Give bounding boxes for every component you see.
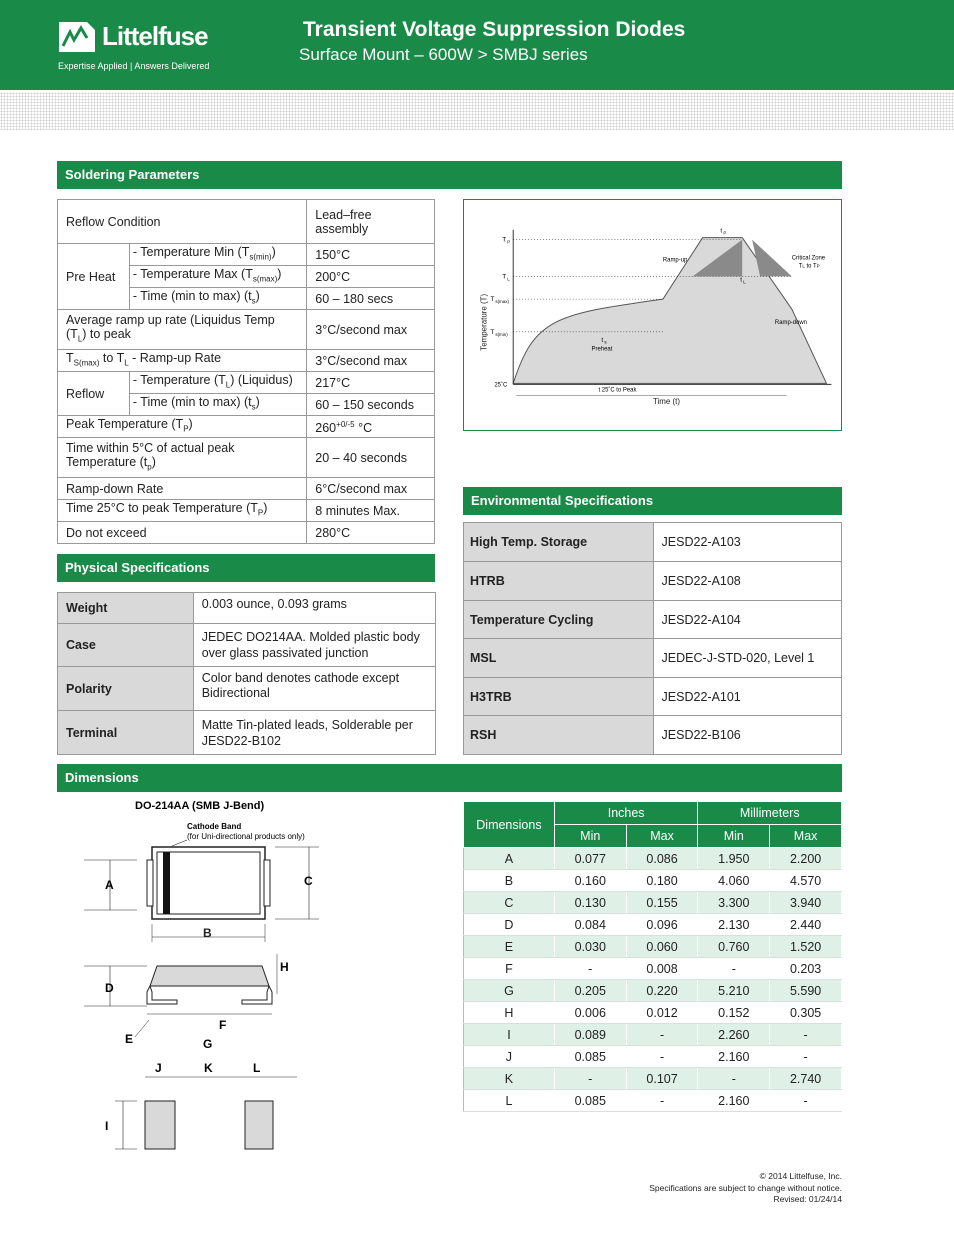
cell: MSL — [464, 639, 654, 678]
table-cell: 0.305 — [770, 1002, 842, 1024]
cell: $T_{S(max)}$ to $T_L$ - Ramp-up Rate — [58, 350, 307, 372]
dim-h-label: H — [280, 960, 289, 974]
pad-left — [145, 1101, 175, 1149]
table-cell: 5.210 — [698, 980, 770, 1002]
cell: 8 minutes Max. — [307, 500, 435, 522]
cell: High Temp. Storage — [464, 523, 654, 562]
cell: 3°C/second max — [307, 350, 435, 372]
copyright: © 2014 Littelfuse, Inc. — [759, 1171, 842, 1181]
dim-l-label: L — [253, 1061, 261, 1075]
cell: - Time (min to max) $(t_s)$ — [129, 394, 306, 416]
table-row — [464, 892, 842, 914]
cell: 6°C/second max — [307, 478, 435, 500]
table-cell: J — [464, 1046, 555, 1068]
cell: Lead–free assembly — [307, 200, 435, 244]
table-cell: 1.950 — [698, 848, 770, 870]
package-body-side — [150, 966, 269, 986]
table-row — [464, 1024, 842, 1046]
col-mm-max: Max — [770, 825, 842, 848]
footer — [649, 1171, 842, 1206]
cell: 280°C — [307, 522, 435, 544]
svg-text:s(min): s(min) — [495, 331, 508, 337]
table-cell: - — [698, 958, 770, 980]
cell: JESD22-A108 — [653, 562, 841, 601]
table-row — [464, 870, 842, 892]
cell: HTRB — [464, 562, 654, 601]
cell: JESD22-B106 — [653, 716, 841, 755]
table-cell: C — [464, 892, 555, 914]
cell: Do not exceed — [58, 522, 307, 544]
table-cell: - — [626, 1090, 698, 1112]
cell: JESD22-A101 — [653, 678, 841, 716]
dim-a-label: A — [105, 878, 114, 892]
table-row — [464, 848, 842, 870]
table-cell: K — [464, 1068, 555, 1090]
table-cell: 0.160 — [554, 870, 626, 892]
col-dimensions: Dimensions — [464, 802, 555, 848]
table-cell: E — [464, 936, 555, 958]
table-cell: 0.006 — [554, 1002, 626, 1024]
table-cell: - — [698, 1068, 770, 1090]
cell: Time 25°C to peak Temperature $(T_P)$ — [58, 500, 307, 522]
table-cell: 0.180 — [626, 870, 698, 892]
cell: Pre Heat — [58, 244, 130, 310]
table-row — [464, 1090, 842, 1112]
cell: Time within 5°C of actual peak Temperature $(t_p)$ — [58, 438, 307, 478]
table-row — [464, 1046, 842, 1068]
cell: Polarity — [58, 667, 194, 711]
ramp-up-label: Ramp-up — [662, 257, 688, 264]
table-row — [464, 1068, 842, 1090]
reflow-profile-diagram — [463, 199, 842, 431]
package-dimension-drawing — [57, 794, 437, 1164]
table-cell: 0.155 — [626, 892, 698, 914]
table-cell: 4.570 — [770, 870, 842, 892]
table-cell: - — [626, 1024, 698, 1046]
dim-i-label: I — [105, 1119, 109, 1133]
physical-table — [57, 592, 436, 755]
table-cell: - — [770, 1046, 842, 1068]
tp-time-label: t — [720, 227, 723, 235]
cell: Reflow Condition — [58, 200, 307, 244]
svg-text:s: s — [604, 339, 607, 345]
critical-zone-range: TL to TP — [798, 263, 820, 270]
tsmin-label: T — [490, 328, 495, 336]
table-cell: 2.440 — [770, 914, 842, 936]
svg-text:P: P — [507, 239, 511, 245]
table-cell: A — [464, 848, 555, 870]
cell: 60 – 150 seconds — [307, 394, 435, 416]
table-cell: H — [464, 1002, 555, 1024]
cell: - Temperature Max $(T_{s(max)})$ — [129, 266, 306, 288]
table-cell: 0.030 — [554, 936, 626, 958]
tl-label: T — [502, 273, 507, 281]
table-cell: 0.086 — [626, 848, 698, 870]
y-axis-label: Temperature (T) — [479, 293, 489, 351]
table-row — [464, 914, 842, 936]
cell: Average ramp up rate (Liquidus Temp $(T_L)$ to peak — [58, 310, 307, 350]
dim-f-label: F — [219, 1018, 227, 1032]
table-cell: - — [626, 1046, 698, 1068]
cell: 60 – 180 secs — [307, 288, 435, 310]
table-cell: 0.130 — [554, 892, 626, 914]
cell: - Temperature $(T_L)$ (Liquidus) — [129, 372, 306, 394]
col-inches: Inches — [554, 802, 698, 825]
x-axis-label: Time (t) — [652, 397, 680, 407]
cell: 200°C — [307, 266, 435, 288]
col-mm-min: Min — [698, 825, 770, 848]
dim-j-label: J — [155, 1061, 162, 1075]
table-row — [464, 936, 842, 958]
dot-pattern-band — [0, 92, 954, 130]
cell: 20 – 40 seconds — [307, 438, 435, 478]
cell: Terminal — [58, 711, 194, 755]
table-cell: B — [464, 870, 555, 892]
dimensions-section-title: Dimensions — [57, 764, 842, 792]
pad-right — [245, 1101, 273, 1149]
dimensions-table — [463, 801, 842, 1112]
col-mm: Millimeters — [698, 802, 842, 825]
table-cell: 0.096 — [626, 914, 698, 936]
tl-time-label: t — [740, 276, 743, 284]
col-in-max: Max — [626, 825, 698, 848]
tp-label: T — [502, 236, 507, 244]
brand-name: Littelfuse — [102, 21, 208, 51]
table-cell: 0.077 — [554, 848, 626, 870]
table-cell: 2.260 — [698, 1024, 770, 1046]
critical-zone-label: Critical Zone — [791, 255, 826, 262]
table-cell: 0.085 — [554, 1046, 626, 1068]
table-cell: 0.060 — [626, 936, 698, 958]
dim-c-label: C — [304, 874, 313, 888]
cell: Color band denotes cathode except Bidirectional — [193, 667, 435, 711]
lead-left — [147, 986, 177, 1004]
table-cell: 0.085 — [554, 1090, 626, 1112]
table-cell: 2.160 — [698, 1046, 770, 1068]
table-cell: F — [464, 958, 555, 980]
tsmax-label: T — [490, 296, 495, 304]
page-title: Transient Voltage Suppression Diodes — [303, 18, 686, 41]
preheat-label: Preheat — [591, 346, 613, 353]
cell: Reflow — [58, 372, 130, 416]
cell: 3°C/second max — [307, 310, 435, 350]
cell: Temperature Cycling — [464, 601, 654, 639]
table-cell: - — [554, 958, 626, 980]
col-in-min: Min — [554, 825, 626, 848]
table-cell: 0.152 — [698, 1002, 770, 1024]
cell: $260^{+0/-5}$ °C — [307, 416, 435, 438]
svg-text:L: L — [743, 279, 746, 285]
cell: 217°C — [307, 372, 435, 394]
package-name: DO-214AA (SMB J-Bend) — [135, 800, 265, 812]
page-header — [0, 0, 954, 90]
cell: H3TRB — [464, 678, 654, 716]
cell: Case — [58, 624, 194, 667]
tagline: Expertise Applied | Answers Delivered — [58, 61, 210, 71]
to-peak-label: t 25˚C to Peak — [598, 387, 637, 394]
soldering-table — [57, 199, 435, 544]
disclaimer: Specifications are subject to change without notice. — [649, 1182, 842, 1193]
table-cell: 2.160 — [698, 1090, 770, 1112]
dim-g-label: G — [203, 1037, 213, 1051]
table-row — [464, 1002, 842, 1024]
dim-b-label: B — [203, 926, 212, 940]
table-cell: 2.130 — [698, 914, 770, 936]
cell: Peak Temperature $(T_P)$ — [58, 416, 307, 438]
cell: Ramp-down Rate — [58, 478, 307, 500]
table-cell: - — [770, 1024, 842, 1046]
table-cell: 2.740 — [770, 1068, 842, 1090]
cell: JESD22-A103 — [653, 523, 841, 562]
table-cell: 0.012 — [626, 1002, 698, 1024]
table-cell: 4.060 — [698, 870, 770, 892]
table-cell: - — [770, 1090, 842, 1112]
cathode-band-label: Cathode Band — [187, 822, 242, 831]
svg-text:s(max): s(max) — [495, 299, 509, 305]
environmental-section-title: Environmental Specifications — [463, 487, 842, 515]
t25-label: 25˚C — [494, 382, 508, 389]
table-cell: I — [464, 1024, 555, 1046]
lead-right — [242, 986, 272, 1004]
table-cell: 3.300 — [698, 892, 770, 914]
ramp-down-label: Ramp-down — [774, 319, 807, 326]
table-cell: - — [554, 1068, 626, 1090]
cell: Weight — [58, 593, 194, 624]
cell: Matte Tin-plated leads, Solderable per JESD22-B102 — [193, 711, 435, 755]
dim-k-label: K — [204, 1061, 213, 1075]
page-subtitle: Surface Mount – 600W > SMBJ series — [299, 45, 588, 64]
littelfuse-logo-icon — [57, 20, 97, 54]
cathode-band — [163, 852, 170, 914]
physical-section-title: Physical Specifications — [57, 554, 435, 582]
table-cell: D — [464, 914, 555, 936]
table-cell: 0.760 — [698, 936, 770, 958]
table-cell: 1.520 — [770, 936, 842, 958]
table-cell: 3.940 — [770, 892, 842, 914]
cell: JEDEC DO214AA. Molded plastic body over glass passivated junction — [193, 624, 435, 667]
table-cell: 0.220 — [626, 980, 698, 1002]
table-cell: 0.205 — [554, 980, 626, 1002]
table-row — [464, 958, 842, 980]
table-cell: 0.107 — [626, 1068, 698, 1090]
svg-text:L: L — [507, 276, 510, 282]
table-cell: 2.200 — [770, 848, 842, 870]
cell: - Temperature Min $(T_{s(min)})$ — [129, 244, 306, 266]
cell: JEDEC-J-STD-020, Level 1 — [653, 639, 841, 678]
cell: 0.003 ounce, 0.093 grams — [193, 593, 435, 624]
table-cell: L — [464, 1090, 555, 1112]
table-cell: 0.008 — [626, 958, 698, 980]
table-cell: 0.089 — [554, 1024, 626, 1046]
dim-d-label: D — [105, 981, 114, 995]
table-row — [464, 980, 842, 1002]
environmental-table — [463, 522, 842, 755]
cell: 150°C — [307, 244, 435, 266]
dim-e-label: E — [125, 1032, 134, 1046]
table-cell: G — [464, 980, 555, 1002]
soldering-section-title: Soldering Parameters — [57, 161, 842, 189]
cathode-band-note: (for Uni-directional products only) — [187, 832, 305, 841]
revision: Revised: 01/24/14 — [773, 1194, 842, 1204]
table-cell: 0.203 — [770, 958, 842, 980]
ts-label: t — [601, 336, 604, 344]
cell: - Time (min to max) $(t_s)$ — [129, 288, 306, 310]
table-cell: 5.590 — [770, 980, 842, 1002]
cell: RSH — [464, 716, 654, 755]
svg-text:P: P — [723, 230, 727, 236]
table-cell: 0.084 — [554, 914, 626, 936]
cell: JESD22-A104 — [653, 601, 841, 639]
